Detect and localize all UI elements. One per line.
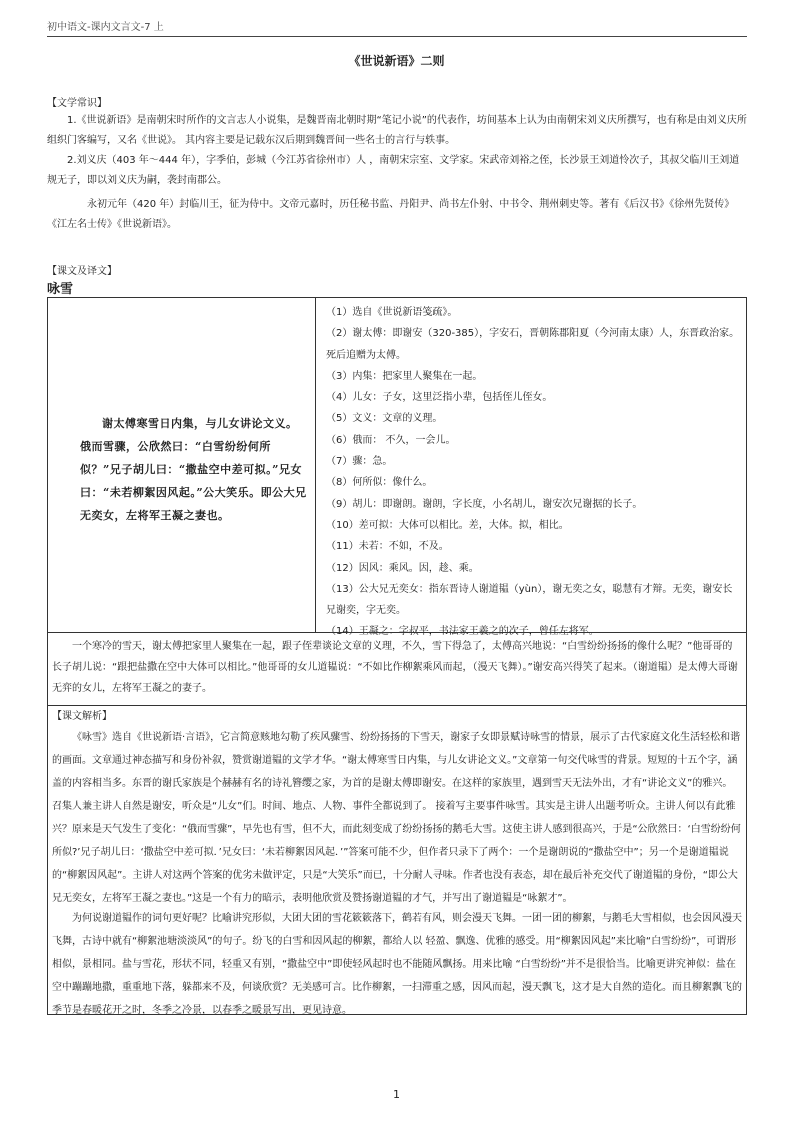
original-text-cell	[48, 298, 316, 632]
annotation-item: （14）王凝之：字叔平，书法家王羲之的次子，曾任左将军。	[326, 626, 599, 638]
annotation-item: （12）因风：乘风。因，趁、乘。	[326, 562, 479, 574]
original-text: 谢太傅寒雪日内集，与儿女讲论文义。俄而雪骤，公欣然曰：“白雪纷纷何所似？”兄子胡儿曰：“撒盐空中差可拟。”兄女曰：“未若柳絮因风起。”公大笑乐。即公大兄无奕女，左将军王凝之妻也。	[80, 417, 307, 522]
annotation-item: （5）文义：文章的义理。	[326, 413, 443, 425]
page-header: 初中语文-课内文言文-7 上	[47, 20, 747, 37]
annotation-item: （9）胡儿：即谢朗。谢朗，字长度，小名胡儿，谢安次兄谢据的长子。	[326, 498, 643, 510]
annotation-item: （13）公大兄无奕女：指东晋诗人谢道韫（yùn），谢无奕之女，聪慧有才辩。无奕，谢安长兄谢奕，字无奕。	[326, 583, 733, 617]
analysis-label: 【课文解析】	[52, 711, 112, 722]
page-number: 1	[393, 1088, 400, 1101]
annotation-item: （11）未若：不如，不及。	[326, 541, 449, 553]
analysis-box	[47, 706, 747, 1015]
annotation-item: （8）何所似：像什么。	[326, 477, 433, 489]
annotation-item: （3）内集：把家里人聚集在一起。	[326, 370, 483, 382]
annotation-item: （1）选自《世说新语笺疏》。	[326, 307, 458, 318]
document-title: 《世说新语》二则	[348, 54, 445, 68]
annotation-item: （7）骤：急。	[326, 456, 393, 468]
lesson-title: 咏雪	[47, 282, 74, 297]
annotation-item: （10）差可拟：大体可以相比。差，大体。拟，相比。	[326, 519, 569, 531]
annotation-item: （6）俄而： 不久，一会儿。	[326, 434, 456, 446]
literary-paragraph-2: 2.刘义庆（403 年～444 年），字季伯，彭城（今江苏省徐州市）人 ，南朝宋宗室、文学家。宋武帝刘裕之侄，长沙景王刘道怜次子，其叔父临川王刘道规无子，即以刘义庆为嗣，袭封南郡公。	[47, 155, 740, 186]
translation-cell	[48, 632, 746, 705]
literary-knowledge-label: 【文学常识】	[47, 98, 107, 109]
annotation-item: （2）谢太傅：即谢安（320-385），字安石，晋朝陈郡阳夏（今河南太康）人，东晋政治家。死后追赠为太傅。	[326, 328, 740, 361]
annotation-list	[326, 302, 742, 643]
lesson-table	[47, 297, 747, 706]
text-section-label: 【课文及译文】	[47, 266, 117, 277]
annotation-item: （4）儿女：子女，这里泛指小辈，包括侄儿侄女。	[326, 392, 553, 404]
translation-text: 一个寒冷的雪天，谢太傅把家里人聚集在一起，跟子侄辈谈论文章的义理，不久，雪下得急了，太傅高兴地说：“白雪纷纷扬扬的像什么呢？”他哥哥的长子胡儿说：“跟把盐撒在空中大体可以相比。”他哥哥的女儿道韫说：“不如比作柳絮乘风而起，（漫天飞舞）。”谢安高兴得笑了起来。（谢道韫）是太傅大哥谢无弈的女儿，左将军王凝之的妻子。	[52, 641, 738, 694]
analysis-paragraph-2: 为何说谢道韫作的词句更好呢？比喻讲究形似，大团大团的雪花簌簌落下，鹤若有风，则会漫天飞舞。一团一团的柳絮，与鹅毛大雪相似，也会因风漫天飞舞，古诗中就有“柳絮池塘淡淡风”的句子。纷飞的白雪和因风起的柳絮，都给人以 轻盈、飘逸、优雅的感受。用“柳絮因风起”来比喻“白雪纷纷”，可谓形相似，景相同。盐与雪花，形状不同，轻重又有别，“撒盐空中”即使轻风起时也不能随风飘扬。用来比喻 “白雪纷纷”并不是很恰当。比喻更讲究神似：盐在空中蹦蹦地撒，重重地下落，躲都来不及，何谈欣赏？无美感可言。比作柳絮，一扫滞重之感，因风而起，漫天飘飞，这才是大自然的造化。而且柳絮飘飞的季节是春暖花开之时，冬季之冷景，以春季之暖景写出，更见诗意。	[52, 913, 742, 1016]
literary-paragraph-3: 永初元年（420 年）封临川王，征为侍中。文帝元嘉时，历任秘书监、丹阳尹、尚书左仆射、中书令、荆州刺史等。著有《后汉书》《徐州先贤传》《江左名士传》《世说新语》。	[47, 199, 735, 230]
analysis-paragraph-1: 《咏雪》选自《世说新语·言语》，它言简意赅地勾勒了疾风骤雪、纷纷扬扬的下雪天，谢家子女即景赋诗咏雪的情景，展示了古代家庭文化生活轻松和谐的画面。文章通过神态描写和身份补叙，赞赏谢道韫的文学才华。“谢太傅寒雪日内集，与儿女讲论文义。”文章第一句交代咏雪的背景。短短的十五个字，涵盖的内容相当多。东晋的谢氏家族是个赫赫有名的诗礼簪缨之家，为首的是谢太傅即谢安。在这样的家族里，遇到雪天无法外出，才有“讲论文义”的雅兴。召集人兼主讲人自然是谢安，听众是“儿女”们。时间、地点、人物、事件全都说到了。 接着写主要事件咏雪。其实是主讲人出题考听众。主讲人何以有此雅兴？原来是天气发生了变化：“俄而雪骤”，早先也有雪，但不大，而此刻变成了纷纷扬扬的鹅毛大雪。这使主讲人感到很高兴，于是“公欣然曰：‘白雪纷纷何所似?’兄子胡儿曰：‘撒盐空中差可拟．’兄女曰：‘未若柳絮因风起．’”答案可能不少，但作者只录下了两个：一个是谢朗说的“撒盐空中”；另一个是谢道韫说的“柳絮因风起”。主讲人对这两个答案的优劣未做评定，只是“大笑乐”而已，十分耐人寻味。作者也没有表态，却在最后补充交代了谢道韫的身份，“即公大兄无奕女，左将军王凝之妻也。”这是一个有力的暗示，表明他欣赏及赞扬谢道韫的才气，并写出了谢道韫是“咏絮才”。	[52, 732, 741, 904]
literary-paragraph-1: 1.《世说新语》是南朝宋时所作的文言志人小说集，是魏晋南北朝时期“笔记小说”的代表作，坊间基本上认为由南朝宋刘义庆所撰写，也有称是由刘义庆所组织门客编写，又名《世说》。 其内容主要是记载东汉后期到魏晋间一些名士的言行与轶事。	[47, 115, 747, 146]
